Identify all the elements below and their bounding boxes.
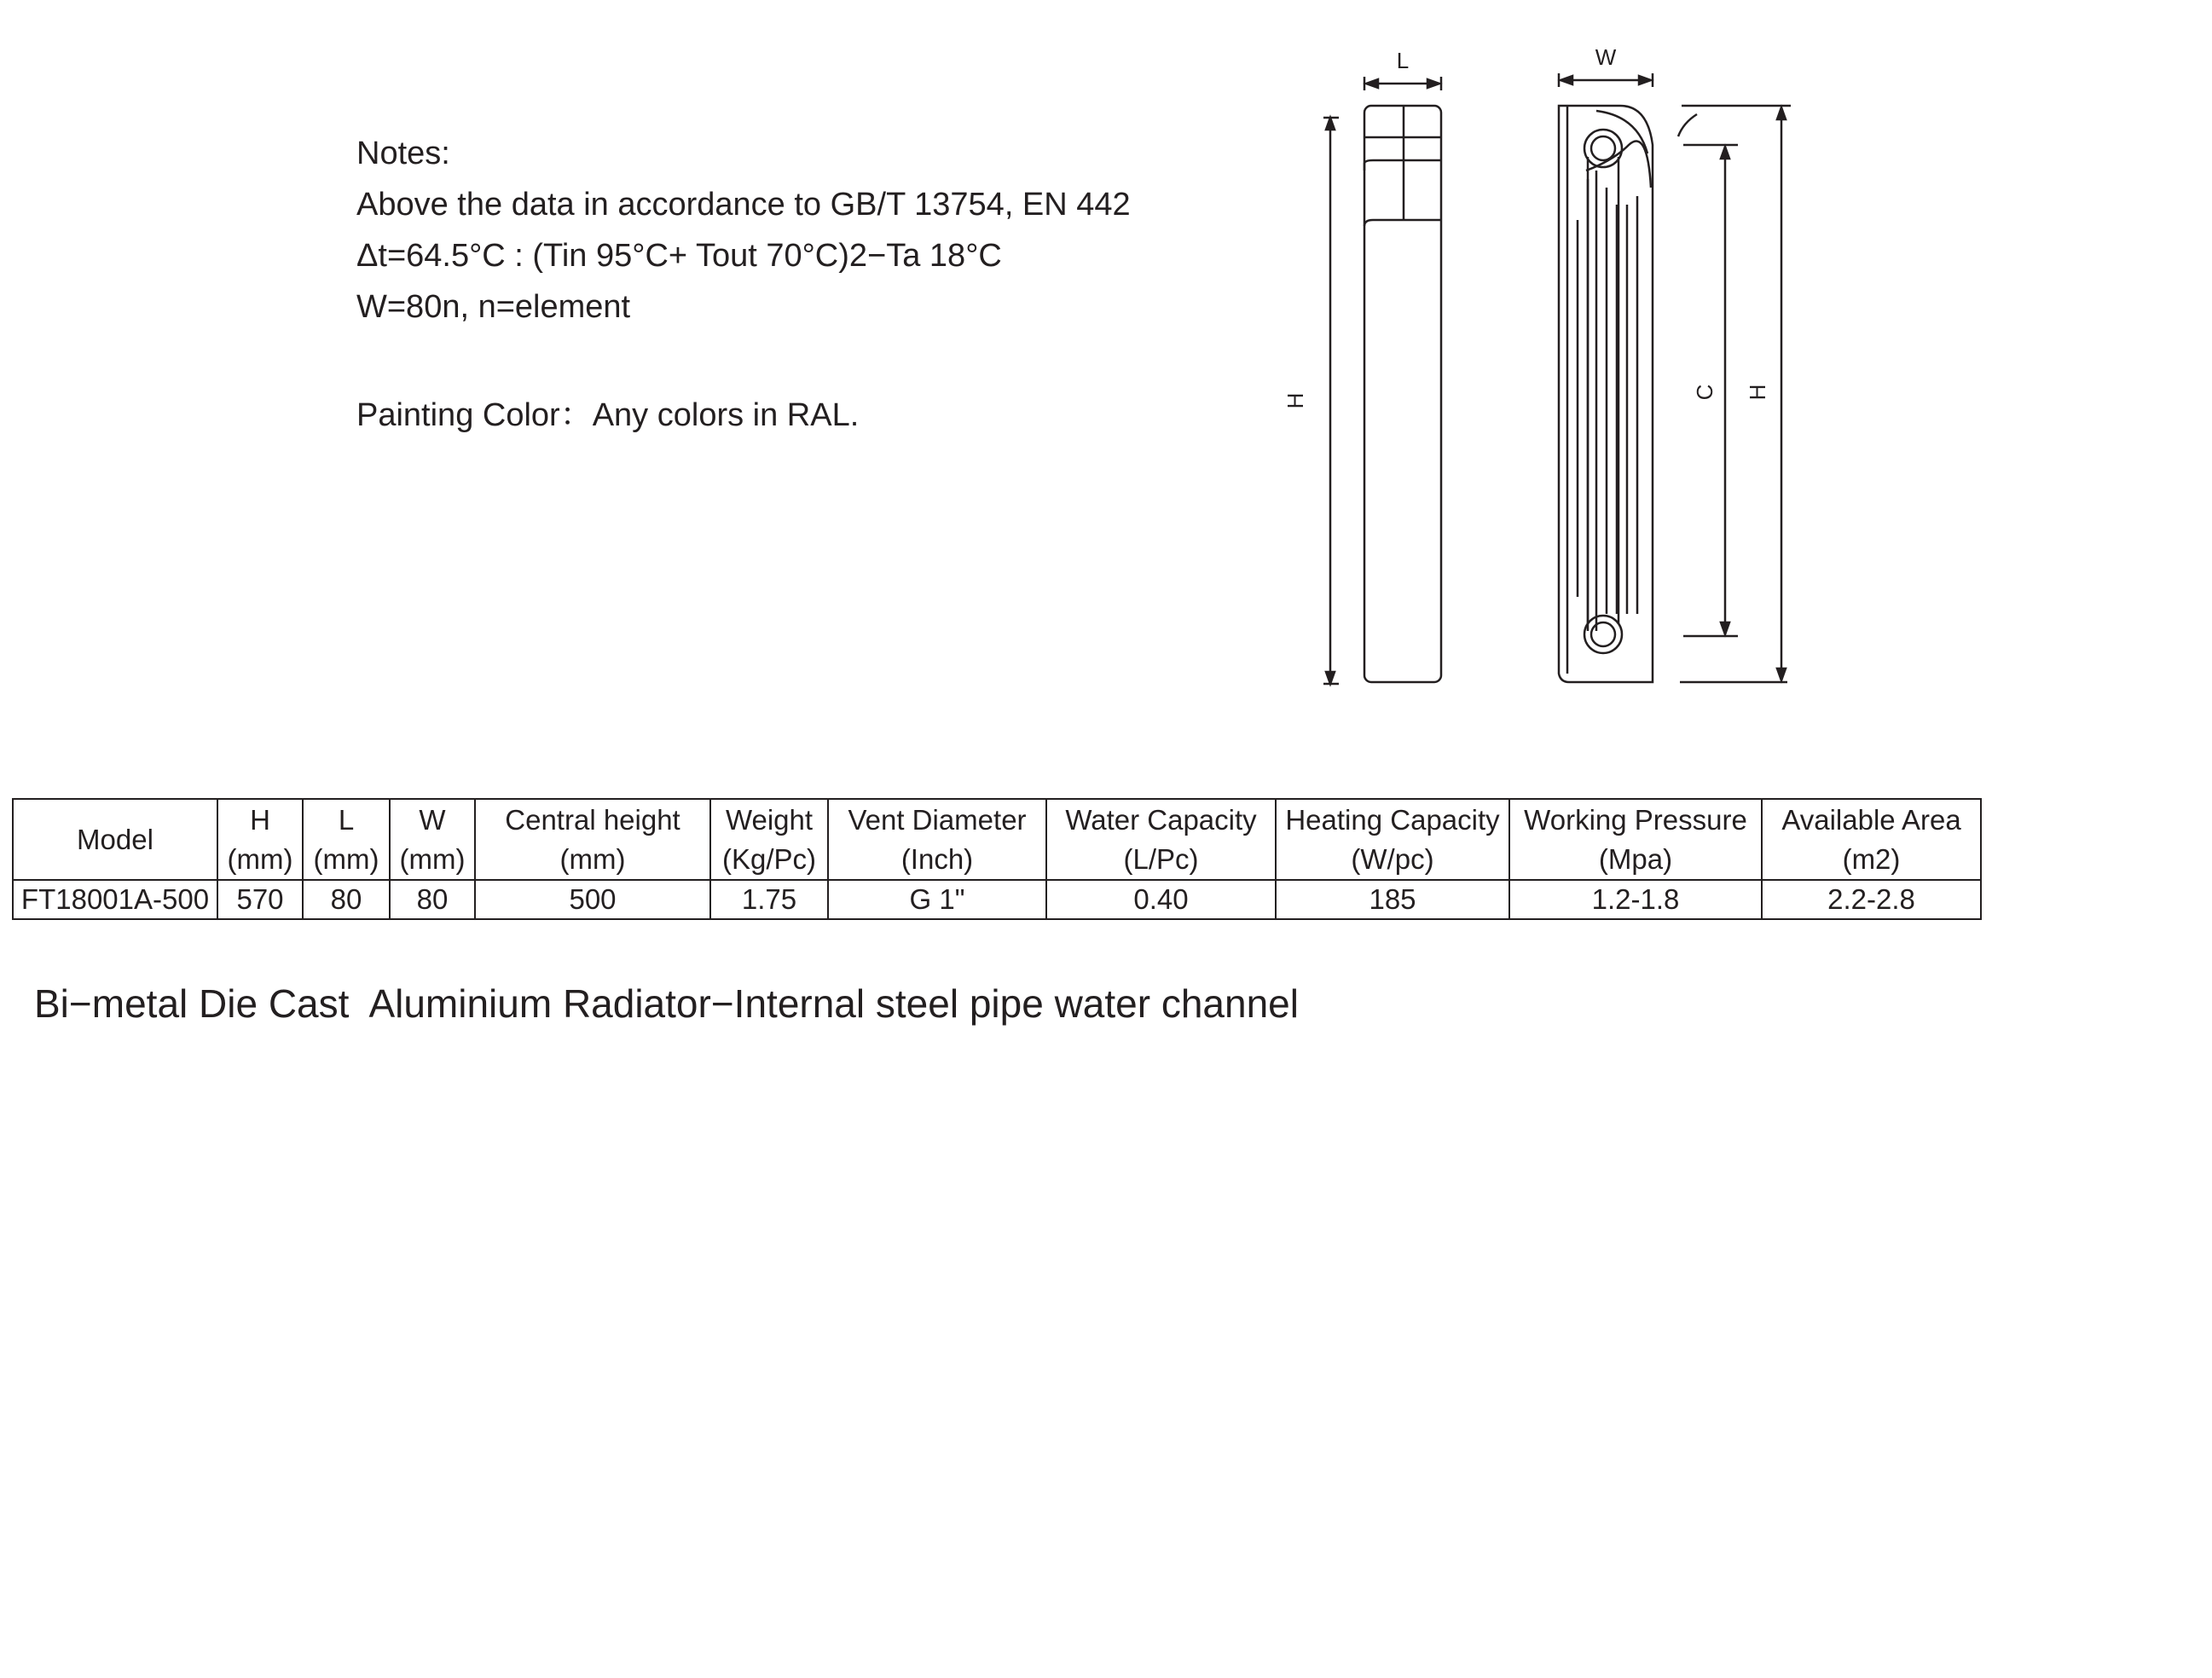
cell-model: FT18001A-500: [13, 880, 217, 919]
side-view: [1283, 48, 1441, 684]
radiator-technical-drawing: [1279, 34, 1791, 699]
dimension-label-c: C: [1692, 384, 1717, 401]
dimension-label-h-side: H: [1283, 392, 1308, 409]
cell-central-height: 500: [475, 880, 710, 919]
column-header-w: W (mm): [390, 799, 475, 880]
dimension-label-h-front: H: [1745, 384, 1770, 401]
column-header-model: Model: [13, 799, 217, 880]
notes-block: [356, 128, 1131, 333]
table-row: [13, 880, 1981, 919]
column-header-heating-capacity: Heating Capacity (W/pc): [1276, 799, 1509, 880]
dimension-label-w: W: [1595, 44, 1617, 70]
painting-color-label: Painting Color：: [356, 397, 593, 433]
cell-h: 570: [217, 880, 303, 919]
table-header-row: [13, 799, 1981, 880]
column-header-l: L (mm): [303, 799, 390, 880]
painting-color: [356, 388, 859, 435]
notes-heading: Notes:: [356, 136, 450, 171]
column-header-water-capacity: Water Capacity (L/Pc): [1046, 799, 1276, 880]
cell-heating-capacity: 185: [1276, 880, 1509, 919]
column-header-weight: Weight (Kg/Pc): [710, 799, 828, 880]
cell-water-capacity: 0.40: [1046, 880, 1276, 919]
notes-standard-line: Above the data in accordance to GB/T 13754, EN 442: [356, 187, 1131, 223]
notes-delta-t-line: Δt=64.5°C : (Tin 95°C+ Tout 70°C)2−Ta 18°C: [356, 238, 1002, 274]
dimension-label-l: L: [1396, 48, 1410, 73]
cell-vent-diameter: G 1": [828, 880, 1046, 919]
specification-table: [12, 798, 1982, 920]
notes-width-line: W=80n, n=element: [356, 289, 631, 325]
product-title: Bi−metal Die Cast Aluminium Radiator−Internal steel pipe water channel: [34, 981, 1299, 1026]
column-header-available-area: Available Area (m2): [1762, 799, 1981, 880]
cell-weight: 1.75: [710, 880, 828, 919]
top-connection: [1584, 130, 1622, 167]
column-header-vent-diameter: Vent Diameter (Inch): [828, 799, 1046, 880]
cell-l: 80: [303, 880, 390, 919]
column-header-h: H (mm): [217, 799, 303, 880]
bottom-connection: [1584, 616, 1622, 653]
column-header-central-height: Central height (mm): [475, 799, 710, 880]
column-header-working-pressure: Working Pressure (Mpa): [1509, 799, 1762, 880]
front-view: [1559, 44, 1791, 682]
cell-w: 80: [390, 880, 475, 919]
cell-available-area: 2.2-2.8: [1762, 880, 1981, 919]
cell-working-pressure: 1.2-1.8: [1509, 880, 1762, 919]
painting-color-value: Any colors in RAL.: [592, 397, 860, 433]
